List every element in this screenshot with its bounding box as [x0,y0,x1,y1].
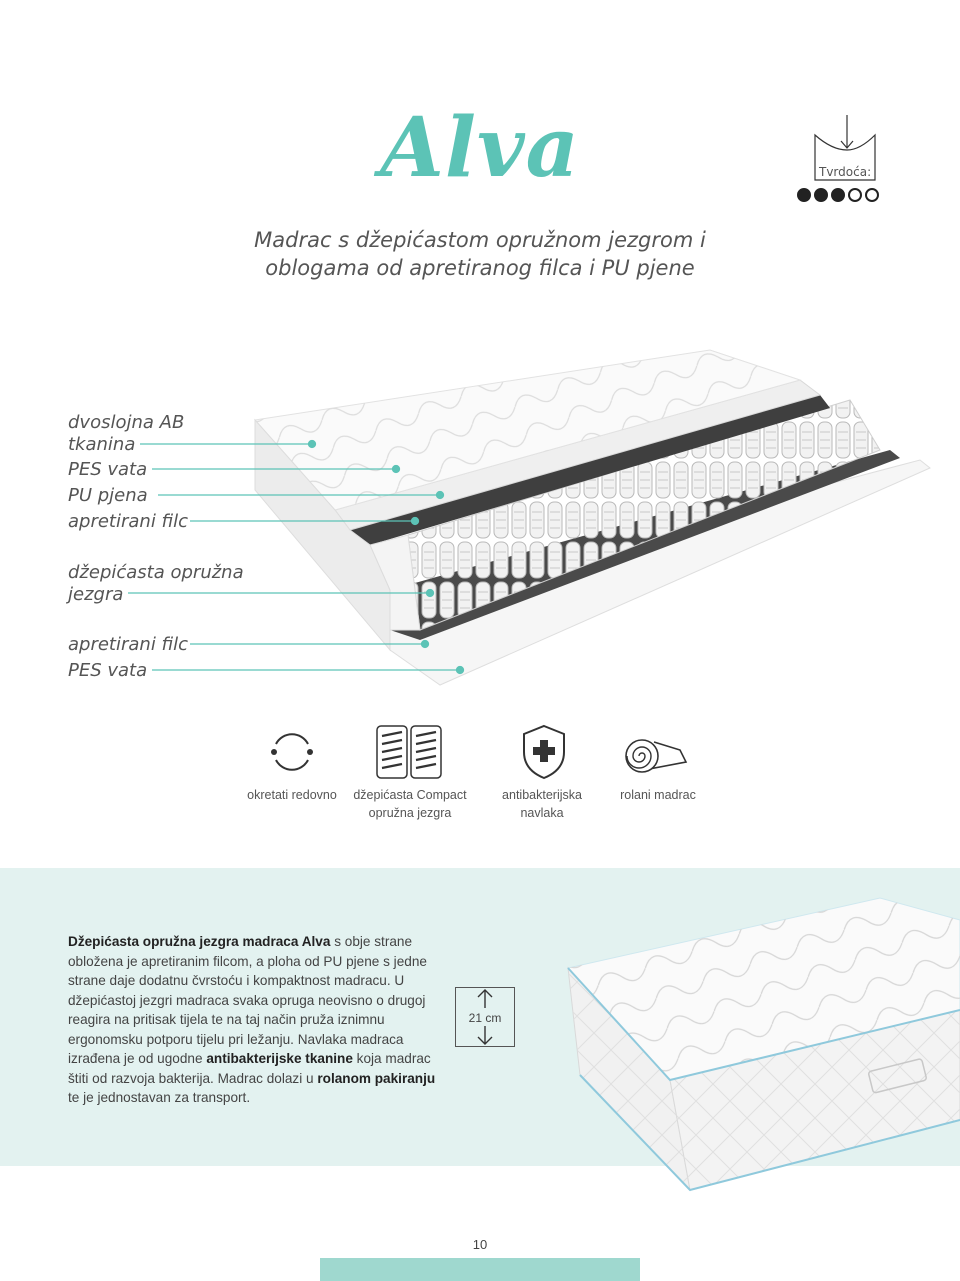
caption-line: rolani madrac [620,788,696,802]
layer-label-felt-bottom: apretirani filc [68,634,189,655]
layer-label-line: jezgra [68,584,124,605]
firmness-rating [797,188,879,202]
layer-label-line: džepićasta opružna [68,562,244,583]
layer-label-ab-fabric [68,412,184,456]
firmness-dot-filled [797,188,811,202]
layer-label-pes-bottom: PES vata [68,660,148,681]
caption-line: antibakterijska [502,788,582,802]
pocket-spring-icon [373,722,445,782]
feature-caption-rolled [598,786,718,804]
rotate-icon [262,722,322,782]
layer-label-pu-foam: PU pjena [68,485,148,506]
firmness-dot-empty [848,188,862,202]
firmness-label: Tvrdoća: [819,165,872,179]
rolled-mattress-icon [620,722,692,782]
layer-label-felt-top: apretirani filc [68,511,189,532]
caption-line: okretati redovno [247,788,337,802]
page-number: 10 [472,1237,488,1252]
layer-label-line: dvoslojna AB [68,412,185,433]
feature-caption-rotate [232,786,352,804]
layer-label-line: tkanina [68,434,136,455]
product-subtitle [180,226,780,282]
description-bold: antibakterijske tkanine [206,1051,353,1066]
description-span: te je jednostavan za transport. [68,1090,251,1105]
antibacterial-shield-icon [514,722,574,782]
description-text [68,932,438,1108]
product-title: Alva [380,100,580,196]
description-span: s obje strane obložena je apretiranim filcom, a ploha od PU pjene s jedne strane daje dodatnu čvrstoću i kompaktnost madracu. U džepićastoj jezgri madraca svaka opruga neovisno o drugoj reagira na pritisak tijela te na taj način pruža iznimnu ergonomsku potporu tijelu pri ležanju. Navlaka madraca izrađena je od ugodne [68,934,427,1066]
description-span: koja madrac štiti od razvoja bakterija. Madrac dolazi u [68,1051,431,1086]
layer-label-spring-core [68,562,244,606]
description-bold: rolanom pakiranju [317,1070,436,1086]
footer-bar [320,1258,640,1281]
firmness-dot-empty [865,188,879,202]
subtitle-line-1: Madrac s džepićastom opružnom jezgrom i [254,228,706,252]
description-bold: Džepićasta opružna jezgra madraca Alva [68,934,331,949]
caption-line: navlaka [520,806,564,820]
height-label: 21 cm [468,1011,502,1025]
feature-caption-springs [345,786,475,822]
caption-line: opružna jezgra [368,806,452,820]
caption-line: džepićasta Compact [353,788,467,802]
firmness-dot-filled [814,188,828,202]
subtitle-line-2: oblogama od apretiranog filca i PU pjene [265,256,695,280]
layer-label-pes-top: PES vata [68,459,148,480]
feature-caption-antibacterial [482,786,602,822]
firmness-dot-filled [831,188,845,202]
mattress-image [560,880,960,1200]
